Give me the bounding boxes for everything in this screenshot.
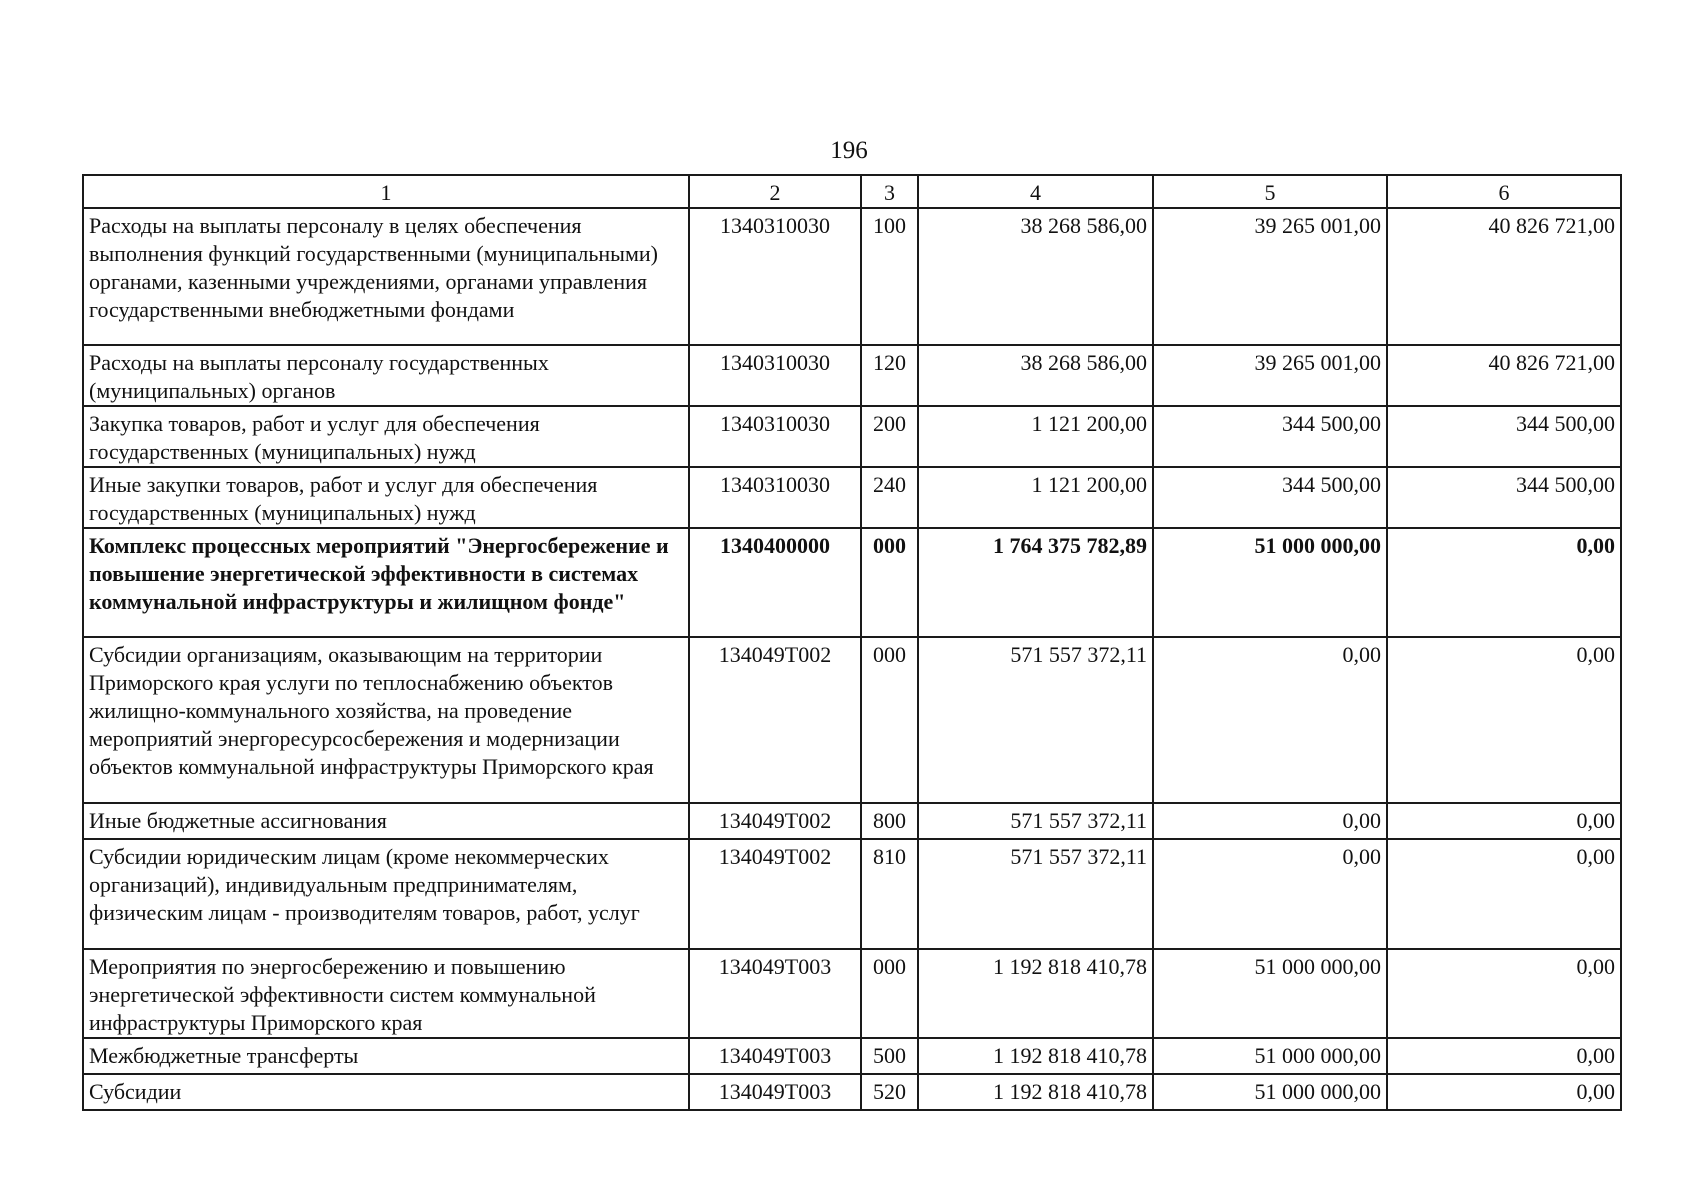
- table-row: [83, 467, 1621, 528]
- row-value-col5: 344 500,00: [1153, 406, 1387, 467]
- row-name-cell: Иные бюджетные ассигнования: [83, 803, 689, 839]
- row-value-col4: 571 557 372,11: [918, 637, 1153, 803]
- row-code-cell: 134049Т003: [689, 1074, 861, 1110]
- row-value-col6: 0,00: [1387, 839, 1621, 949]
- row-code-cell: 134049Т003: [689, 1038, 861, 1074]
- row-value-col5: 39 265 001,00: [1153, 345, 1387, 406]
- table-row: [83, 528, 1621, 637]
- row-code-cell: 134049Т003: [689, 949, 861, 1038]
- table-row: [83, 345, 1621, 406]
- row-value-col6: 0,00: [1387, 637, 1621, 803]
- row-value-col4: 1 192 818 410,78: [918, 1074, 1153, 1110]
- header-row: [83, 175, 1621, 208]
- header-col-6: 6: [1387, 175, 1621, 208]
- row-name-cell: Расходы на выплаты персоналу в целях обеспечения выполнения функций государственными (муниципальными) органами, казенными учреждениями, органами управления государственными внебюджетными фондами: [83, 208, 689, 345]
- row-name-cell: Мероприятия по энергосбережению и повышению энергетической эффективности систем коммунальной инфраструктуры Приморского края: [83, 949, 689, 1038]
- row-type-cell: 100: [861, 208, 918, 345]
- row-value-col6: 0,00: [1387, 949, 1621, 1038]
- table-body: [83, 208, 1621, 1110]
- table-row: [83, 1074, 1621, 1110]
- row-value-col6: 344 500,00: [1387, 467, 1621, 528]
- table-row: [83, 1038, 1621, 1074]
- row-code-cell: 134049Т002: [689, 637, 861, 803]
- row-value-col5: 0,00: [1153, 637, 1387, 803]
- header-col-4: 4: [918, 175, 1153, 208]
- table-row: [83, 406, 1621, 467]
- row-value-col4: 1 192 818 410,78: [918, 1038, 1153, 1074]
- table-row: [83, 208, 1621, 345]
- table-row: [83, 637, 1621, 803]
- budget-table: [82, 174, 1622, 1111]
- row-value-col5: 51 000 000,00: [1153, 1074, 1387, 1110]
- page-number: 196: [830, 137, 868, 164]
- header-col-5: 5: [1153, 175, 1387, 208]
- row-name-cell: Субсидии организациям, оказывающим на территории Приморского края услуги по теплоснабжению объектов жилищно-коммунального хозяйства, на проведение мероприятий энергоресурсосбережения и модернизации объектов коммунальной инфраструктуры Приморского края: [83, 637, 689, 803]
- table-row: [83, 803, 1621, 839]
- row-value-col4: 571 557 372,11: [918, 803, 1153, 839]
- row-value-col4: 38 268 586,00: [918, 208, 1153, 345]
- row-type-cell: 520: [861, 1074, 918, 1110]
- row-type-cell: 200: [861, 406, 918, 467]
- row-value-col4: 1 121 200,00: [918, 467, 1153, 528]
- row-value-col6: 40 826 721,00: [1387, 208, 1621, 345]
- header-col-2: 2: [689, 175, 861, 208]
- row-value-col5: 0,00: [1153, 803, 1387, 839]
- row-type-cell: 500: [861, 1038, 918, 1074]
- row-value-col6: 0,00: [1387, 1038, 1621, 1074]
- row-type-cell: 000: [861, 637, 918, 803]
- row-name-cell: Закупка товаров, работ и услуг для обеспечения государственных (муниципальных) нужд: [83, 406, 689, 467]
- row-type-cell: 240: [861, 467, 918, 528]
- row-code-cell: 134049Т002: [689, 839, 861, 949]
- row-value-col6: 0,00: [1387, 528, 1621, 637]
- row-value-col6: 0,00: [1387, 803, 1621, 839]
- row-name-cell: Комплекс процессных мероприятий "Энергосбережение и повышение энергетической эффективности в системах коммунальной инфраструктуры и жилищном фонде": [83, 528, 689, 637]
- row-value-col5: 51 000 000,00: [1153, 1038, 1387, 1074]
- row-type-cell: 000: [861, 528, 918, 637]
- row-value-col5: 51 000 000,00: [1153, 528, 1387, 637]
- row-value-col4: 571 557 372,11: [918, 839, 1153, 949]
- row-type-cell: 120: [861, 345, 918, 406]
- row-type-cell: 800: [861, 803, 918, 839]
- row-name-cell: Иные закупки товаров, работ и услуг для обеспечения государственных (муниципальных) нужд: [83, 467, 689, 528]
- row-value-col6: 0,00: [1387, 1074, 1621, 1110]
- row-value-col4: 1 764 375 782,89: [918, 528, 1153, 637]
- row-code-cell: 134049Т002: [689, 803, 861, 839]
- row-value-col5: 39 265 001,00: [1153, 208, 1387, 345]
- row-value-col5: 344 500,00: [1153, 467, 1387, 528]
- row-value-col4: 38 268 586,00: [918, 345, 1153, 406]
- row-value-col6: 40 826 721,00: [1387, 345, 1621, 406]
- header-col-3: 3: [861, 175, 918, 208]
- row-name-cell: Субсидии юридическим лицам (кроме некоммерческих организаций), индивидуальным предпринимателям, физическим лицам - производителям товаров, работ, услуг: [83, 839, 689, 949]
- row-name-cell: Расходы на выплаты персоналу государственных (муниципальных) органов: [83, 345, 689, 406]
- table-row: [83, 839, 1621, 949]
- row-code-cell: 1340310030: [689, 467, 861, 528]
- row-value-col5: 51 000 000,00: [1153, 949, 1387, 1038]
- row-code-cell: 1340310030: [689, 406, 861, 467]
- table-row: [83, 949, 1621, 1038]
- row-value-col4: 1 192 818 410,78: [918, 949, 1153, 1038]
- table-header: [83, 175, 1621, 208]
- row-code-cell: 1340310030: [689, 345, 861, 406]
- header-col-1: 1: [83, 175, 689, 208]
- row-code-cell: 1340310030: [689, 208, 861, 345]
- row-value-col5: 0,00: [1153, 839, 1387, 949]
- row-type-cell: 000: [861, 949, 918, 1038]
- row-name-cell: Субсидии: [83, 1074, 689, 1110]
- row-value-col6: 344 500,00: [1387, 406, 1621, 467]
- row-type-cell: 810: [861, 839, 918, 949]
- row-code-cell: 1340400000: [689, 528, 861, 637]
- row-name-cell: Межбюджетные трансферты: [83, 1038, 689, 1074]
- row-value-col4: 1 121 200,00: [918, 406, 1153, 467]
